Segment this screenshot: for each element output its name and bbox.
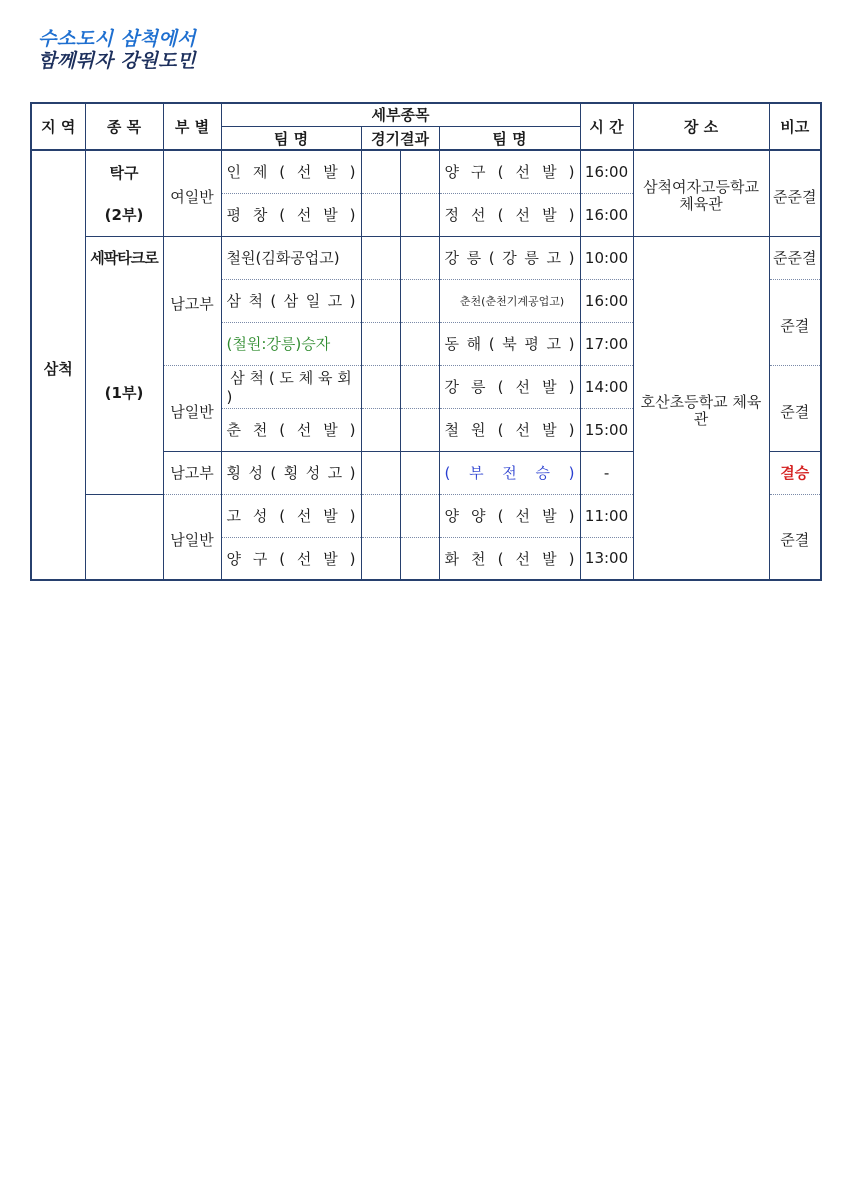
team-a-cell: 삼 척 ( 도 체 육 회 ) xyxy=(221,365,361,408)
time-cell: 13:00 xyxy=(580,537,633,580)
division-cell: 여일반 xyxy=(163,150,221,236)
sport-cell: (2부) xyxy=(85,193,163,236)
result-cell-a xyxy=(361,494,400,537)
note-cell: 준결 xyxy=(769,279,821,365)
division-cell: 남일반 xyxy=(163,365,221,451)
team-a-cell: 철원(김화공업고) xyxy=(221,236,361,279)
logo-line-1: 수소도시 삼척에서 xyxy=(38,28,196,50)
time-cell: 17:00 xyxy=(580,322,633,365)
header-detail: 세부종목 xyxy=(221,103,580,127)
header-note: 비고 xyxy=(769,103,821,150)
header-division: 부 별 xyxy=(163,103,221,150)
result-cell-b xyxy=(400,494,439,537)
team-b-cell: 정 선 ( 선 발 ) xyxy=(439,193,580,236)
team-b-cell: 강 릉 ( 선 발 ) xyxy=(439,365,580,408)
time-cell: 14:00 xyxy=(580,365,633,408)
result-cell-b xyxy=(400,365,439,408)
team-b-cell: 강 릉 ( 강 릉 고 ) xyxy=(439,236,580,279)
team-b-cell: 춘천(춘천기계공업고) xyxy=(439,279,580,322)
division-cell: 남일반 xyxy=(163,494,221,580)
result-cell-b xyxy=(400,193,439,236)
result-cell-a xyxy=(361,322,400,365)
division-cell: 남고부 xyxy=(163,236,221,365)
note-cell: 준결 xyxy=(769,365,821,451)
division-cell: 남고부 xyxy=(163,451,221,494)
result-cell-b xyxy=(400,279,439,322)
team-a-cell: 고 성 ( 선 발 ) xyxy=(221,494,361,537)
team-a-cell: (철원:강릉)승자 xyxy=(221,322,361,365)
time-cell: 16:00 xyxy=(580,193,633,236)
time-cell: 16:00 xyxy=(580,279,633,322)
result-cell-a xyxy=(361,451,400,494)
event-logo xyxy=(38,28,196,72)
team-a-cell: 삼 척 ( 삼 일 고 ) xyxy=(221,279,361,322)
sport-cell xyxy=(85,537,163,580)
header-region: 지 역 xyxy=(31,103,85,150)
sport-cell: (1부) xyxy=(85,279,163,494)
result-cell-b xyxy=(400,150,439,193)
team-b-cell: 양 양 ( 선 발 ) xyxy=(439,494,580,537)
result-cell-a xyxy=(361,193,400,236)
place-cell: 삼척여자고등학교 체육관 xyxy=(633,150,769,236)
team-b-cell: ( 부 전 승 ) xyxy=(439,451,580,494)
note-cell: 준준결 xyxy=(769,150,821,236)
team-b-cell: 양 구 ( 선 발 ) xyxy=(439,150,580,193)
result-cell-a xyxy=(361,365,400,408)
result-cell-b xyxy=(400,322,439,365)
header-team-b: 팀 명 xyxy=(439,127,580,151)
result-cell-a xyxy=(361,537,400,580)
header-place: 장 소 xyxy=(633,103,769,150)
time-cell: - xyxy=(580,451,633,494)
logo-line-2: 함께뛰자 강원도민 xyxy=(38,50,196,72)
team-b-cell: 화 천 ( 선 발 ) xyxy=(439,537,580,580)
header-time: 시 간 xyxy=(580,103,633,150)
result-cell-a xyxy=(361,236,400,279)
time-cell: 16:00 xyxy=(580,150,633,193)
team-a-cell: 횡 성 ( 횡 성 고 ) xyxy=(221,451,361,494)
note-cell: 준준결 xyxy=(769,236,821,279)
result-cell-b xyxy=(400,537,439,580)
result-cell-a xyxy=(361,279,400,322)
team-b-cell: 동 해 ( 북 평 고 ) xyxy=(439,322,580,365)
header-team-a: 팀 명 xyxy=(221,127,361,151)
team-a-cell: 평 창 ( 선 발 ) xyxy=(221,193,361,236)
team-a-cell: 양 구 ( 선 발 ) xyxy=(221,537,361,580)
header-result: 경기결과 xyxy=(361,127,439,151)
result-cell-b xyxy=(400,451,439,494)
result-cell-a xyxy=(361,150,400,193)
sport-cell xyxy=(85,494,163,537)
note-cell: 결승 xyxy=(769,451,821,494)
header-sport: 종 목 xyxy=(85,103,163,150)
place-cell: 호산초등학교 체육관 xyxy=(633,236,769,580)
result-cell-a xyxy=(361,408,400,451)
team-a-cell: 인 제 ( 선 발 ) xyxy=(221,150,361,193)
time-cell: 10:00 xyxy=(580,236,633,279)
team-b-cell: 철 원 ( 선 발 ) xyxy=(439,408,580,451)
schedule-table xyxy=(30,102,822,581)
sport-cell: 세팍타크로 xyxy=(85,236,163,279)
time-cell: 11:00 xyxy=(580,494,633,537)
region-cell: 삼척 xyxy=(31,150,85,580)
result-cell-b xyxy=(400,408,439,451)
time-cell: 15:00 xyxy=(580,408,633,451)
result-cell-b xyxy=(400,236,439,279)
sport-cell: 탁구 xyxy=(85,150,163,193)
note-cell: 준결 xyxy=(769,494,821,580)
team-a-cell: 춘 천 ( 선 발 ) xyxy=(221,408,361,451)
